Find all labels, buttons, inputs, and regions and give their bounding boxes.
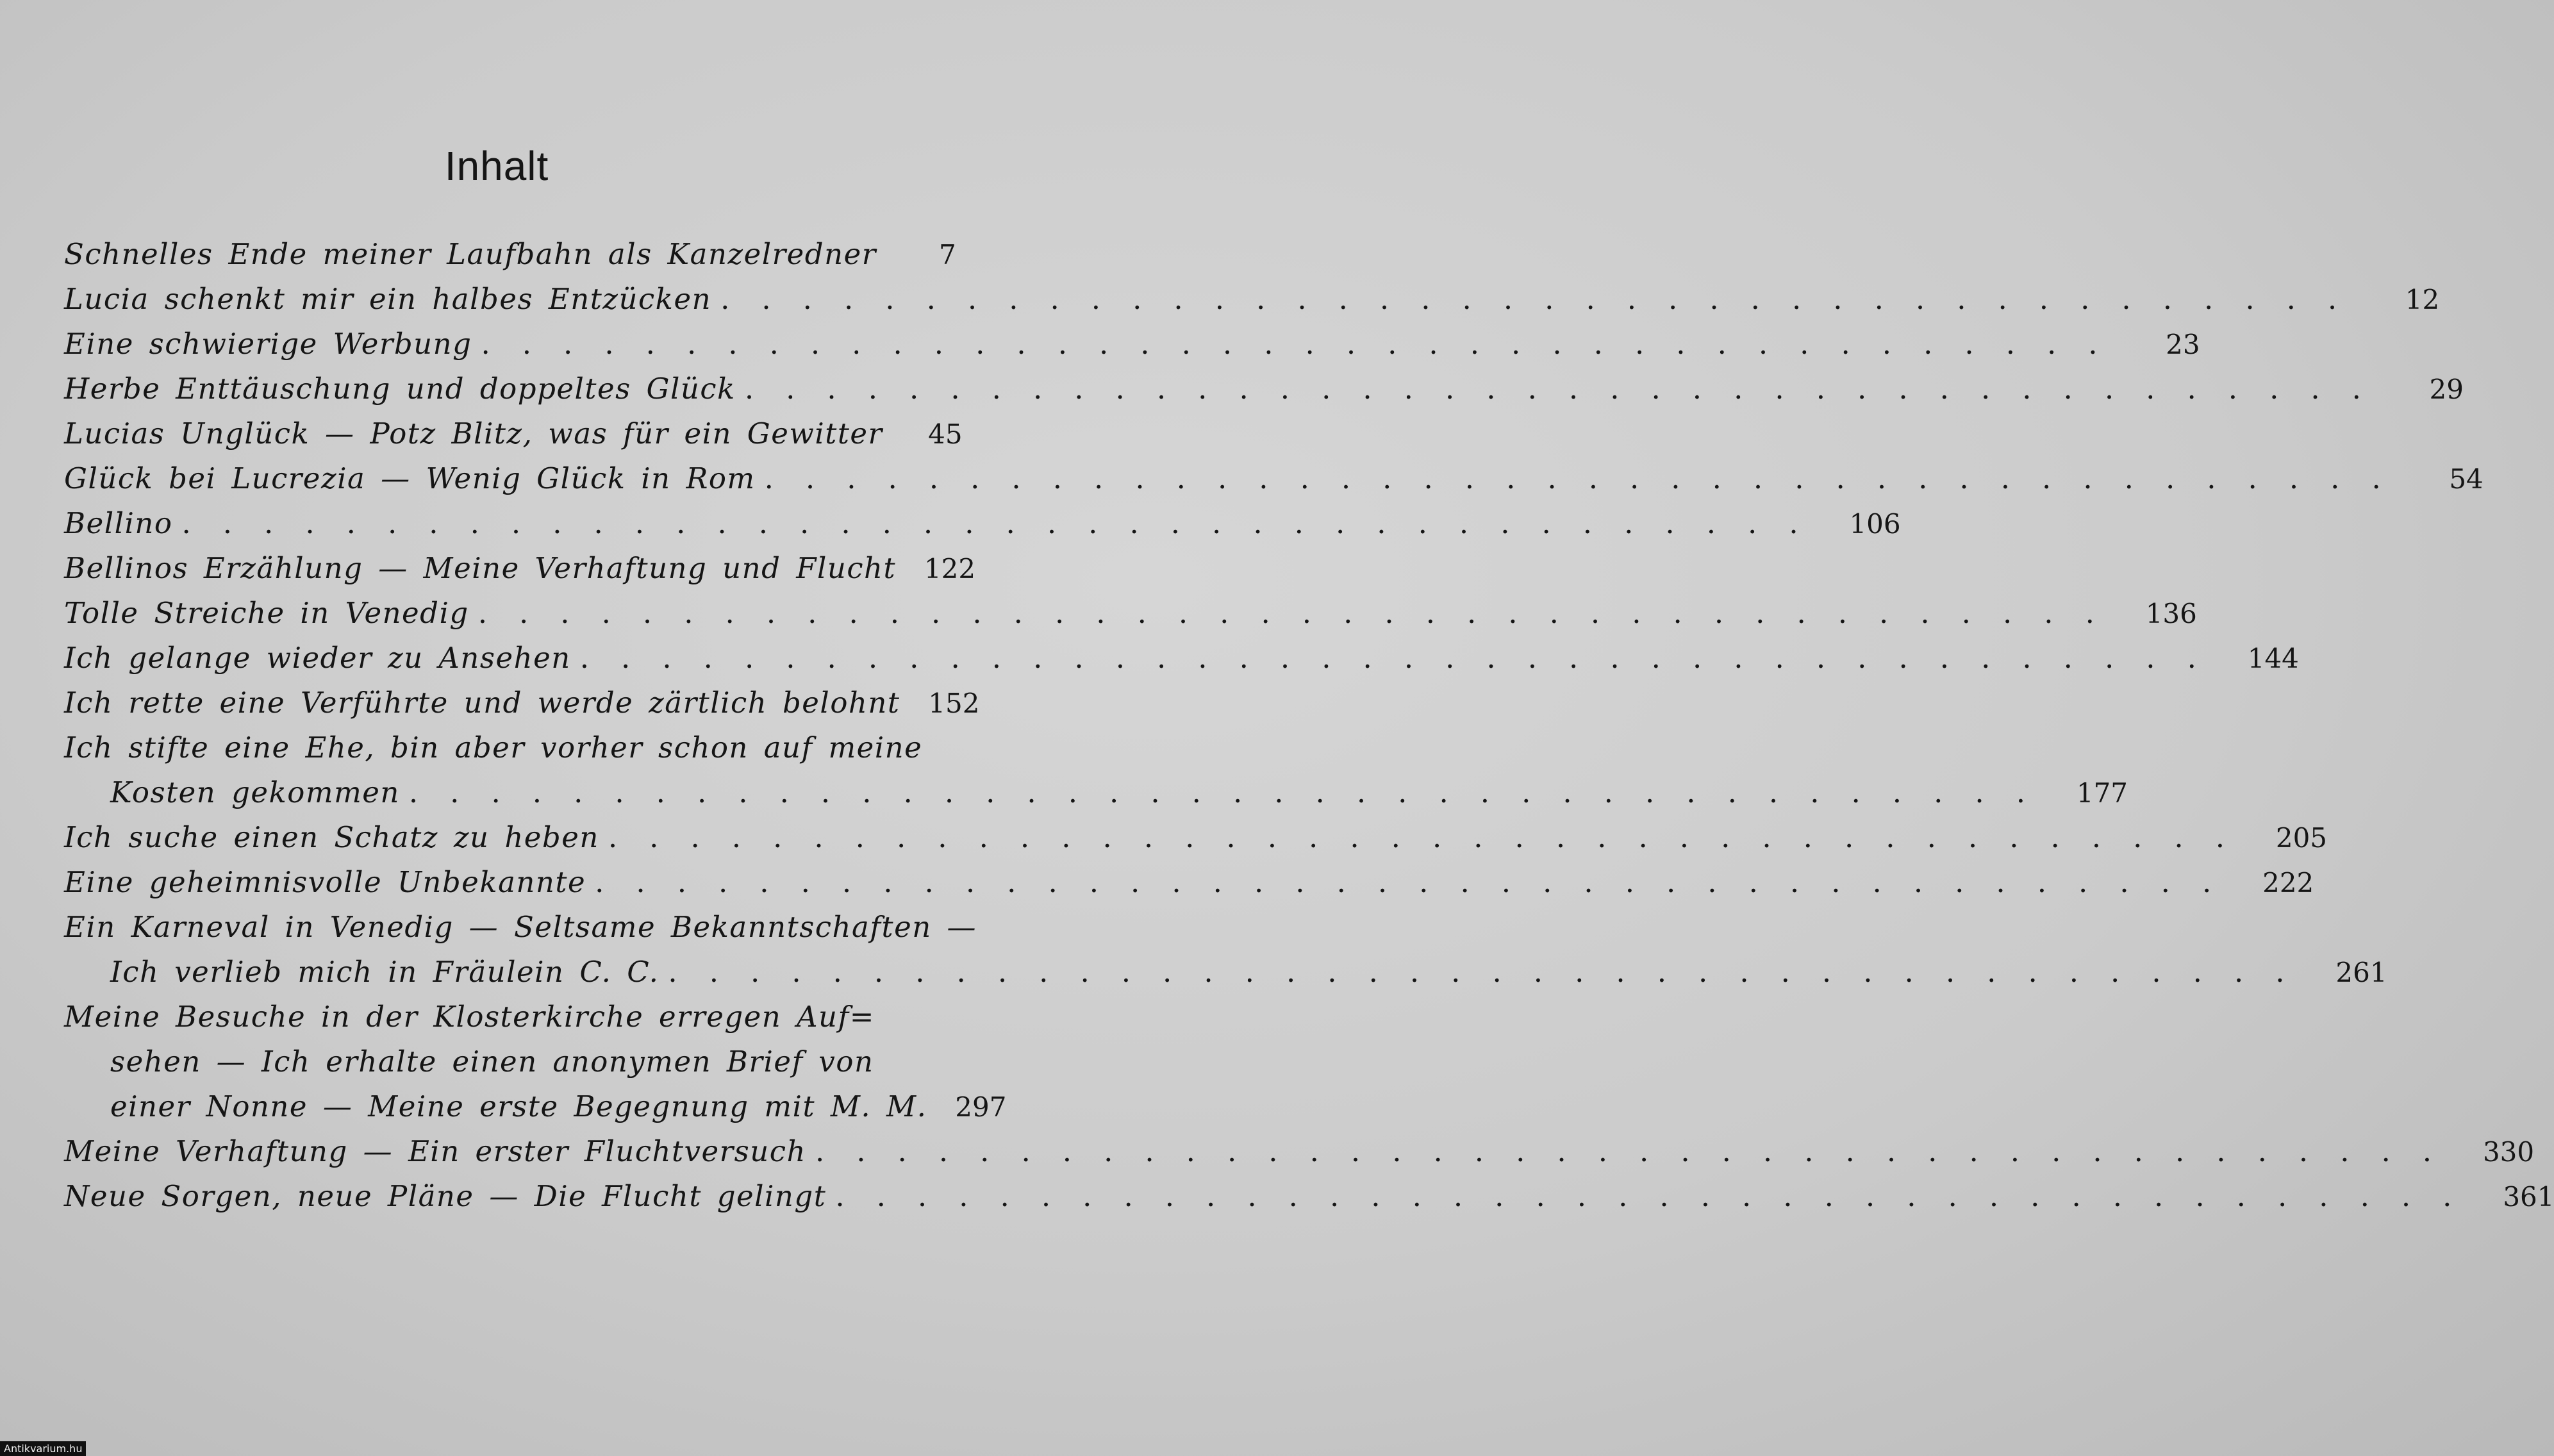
toc-entry-title: Herbe Enttäuschung und doppeltes Glück xyxy=(64,372,736,406)
toc-entry-line xyxy=(64,725,949,770)
toc-entry-title: Tolle Streiche in Venedig xyxy=(64,596,469,630)
toc-entry xyxy=(64,725,2128,815)
toc-entry-line xyxy=(64,681,980,725)
toc-page-number: 222 xyxy=(2262,867,2314,898)
toc-page-number: 54 xyxy=(2449,463,2484,495)
toc-entry-line xyxy=(64,546,976,591)
dot-leader: ........................................ xyxy=(481,327,2130,361)
toc-entry-line xyxy=(64,1174,2554,1219)
toc-entry xyxy=(64,860,2314,905)
toc-entry xyxy=(64,1129,2535,1174)
toc-entry xyxy=(64,232,956,277)
toc-entry-title: Glück bei Lucrezia — Wenig Glück in Rom xyxy=(64,461,756,495)
toc-entry-line xyxy=(64,995,949,1039)
toc-entry-line xyxy=(64,1039,949,1084)
toc-page-number: 152 xyxy=(928,688,980,719)
toc-entry-title: Bellinos Erzählung — Meine Verhaftung und Flucht xyxy=(64,551,897,585)
toc-entry-title: einer Nonne — Meine erste Begegnung mit M. M. xyxy=(110,1089,927,1123)
watermark: Antikvarium.hu xyxy=(0,1441,86,1456)
toc-entry-line xyxy=(64,501,1901,546)
dot-leader: ........................................ xyxy=(764,461,2413,495)
toc-entry-title: sehen — Ich erhalte einen anonymen Brief von xyxy=(110,1045,874,1079)
dot-leader: ........................................ xyxy=(595,865,2244,899)
toc-page-number: 29 xyxy=(2429,374,2464,405)
dot-leader: ........................................ xyxy=(579,641,2228,675)
toc-page-number: 297 xyxy=(955,1091,1007,1123)
dot-leader: ........................................ xyxy=(181,506,1830,540)
toc-page-number: 261 xyxy=(2335,957,2387,988)
toc-entry-title: Kosten gekommen xyxy=(110,775,400,809)
dot-leader: ........................................ xyxy=(477,596,2127,630)
toc-page-number: 12 xyxy=(2405,284,2440,315)
toc-entry-line xyxy=(64,322,2200,367)
table-of-contents xyxy=(64,232,2554,1219)
toc-entry xyxy=(64,995,1007,1129)
toc-page-number: 361 xyxy=(2503,1181,2554,1212)
dot-leader: ........................................ xyxy=(744,372,2393,406)
toc-entry-title: Schnelles Ende meiner Laufbahn als Kanzelredner xyxy=(64,237,877,271)
toc-entry-title: Meine Verhaftung — Ein erster Fluchtversuch xyxy=(64,1134,806,1168)
toc-entry-line xyxy=(64,591,2197,636)
toc-entry-line xyxy=(64,815,2328,860)
toc-page-number: 106 xyxy=(1849,508,1901,540)
toc-entry xyxy=(64,681,980,725)
toc-page-number: 205 xyxy=(2275,822,2328,854)
toc-entry-line xyxy=(64,770,2128,815)
toc-entry xyxy=(64,546,976,591)
dot-leader: ........................................ xyxy=(835,1179,2484,1213)
toc-entry-title: Lucia schenkt mir ein halbes Entzücken xyxy=(64,282,712,316)
page-title: Inhalt xyxy=(444,143,549,189)
dot-leader: ........................................ xyxy=(720,282,2369,316)
toc-entry-line xyxy=(64,1084,1007,1129)
toc-page-number: 330 xyxy=(2482,1136,2535,1168)
toc-entry-line xyxy=(64,411,963,456)
toc-entry-title: Bellino xyxy=(64,506,173,540)
toc-entry-title: Eine schwierige Werbung xyxy=(64,327,472,361)
toc-entry-line xyxy=(64,367,2464,411)
toc-entry-line xyxy=(64,860,2314,905)
toc-entry-line xyxy=(64,905,977,950)
toc-entry-line xyxy=(64,1129,2535,1174)
toc-page-number: 23 xyxy=(2166,329,2200,360)
toc-entry-title: Ich rette eine Verführte und werde zärtlich belohnt xyxy=(64,686,900,720)
toc-entry-line xyxy=(64,636,2299,681)
toc-page-number: 177 xyxy=(2076,777,2128,809)
toc-entry xyxy=(64,456,2484,501)
toc-entry-line xyxy=(64,456,2484,501)
toc-entry xyxy=(64,411,963,456)
toc-page-number: 122 xyxy=(924,553,976,584)
toc-entry xyxy=(64,277,2440,322)
toc-entry-title: Lucias Unglück — Potz Blitz, was für ein Gewitter xyxy=(64,417,883,451)
toc-page-number: 7 xyxy=(939,239,956,270)
toc-entry xyxy=(64,1174,2554,1219)
toc-entry-title: Ich gelange wieder zu Ansehen xyxy=(64,641,571,675)
toc-entry-line xyxy=(64,277,2440,322)
toc-entry xyxy=(64,367,2464,411)
dot-leader: ........................................ xyxy=(608,820,2257,854)
toc-entry xyxy=(64,815,2328,860)
dot-leader: ........................................ xyxy=(408,775,2058,809)
toc-entry-title: Eine geheimnisvolle Unbekannte xyxy=(64,865,586,899)
toc-entry-title: Ich stifte eine Ehe, bin aber vorher schon auf meine xyxy=(64,731,923,765)
toc-entry xyxy=(64,322,2200,367)
toc-entry xyxy=(64,501,1901,546)
toc-page-number: 45 xyxy=(928,418,963,450)
toc-entry-line xyxy=(64,950,2387,995)
toc-entry-title: Meine Besuche in der Klosterkirche erregen Auf= xyxy=(64,1000,875,1034)
toc-entry-title: Ich suche einen Schatz zu heben xyxy=(64,820,599,854)
toc-entry-title: Ich verlieb mich in Fräulein C. C. xyxy=(110,955,659,989)
toc-entry xyxy=(64,905,2387,995)
toc-entry-line xyxy=(64,232,956,277)
toc-page-number: 136 xyxy=(2145,598,2197,629)
toc-entry xyxy=(64,636,2299,681)
toc-entry-title: Neue Sorgen, neue Pläne — Die Flucht gelingt xyxy=(64,1179,827,1213)
toc-page-number: 144 xyxy=(2247,643,2299,674)
dot-leader: ........................................ xyxy=(815,1134,2464,1168)
toc-entry xyxy=(64,591,2197,636)
toc-entry-title: Ein Karneval in Venedig — Seltsame Bekanntschaften — xyxy=(64,910,977,944)
dot-leader: ........................................ xyxy=(668,955,2317,989)
